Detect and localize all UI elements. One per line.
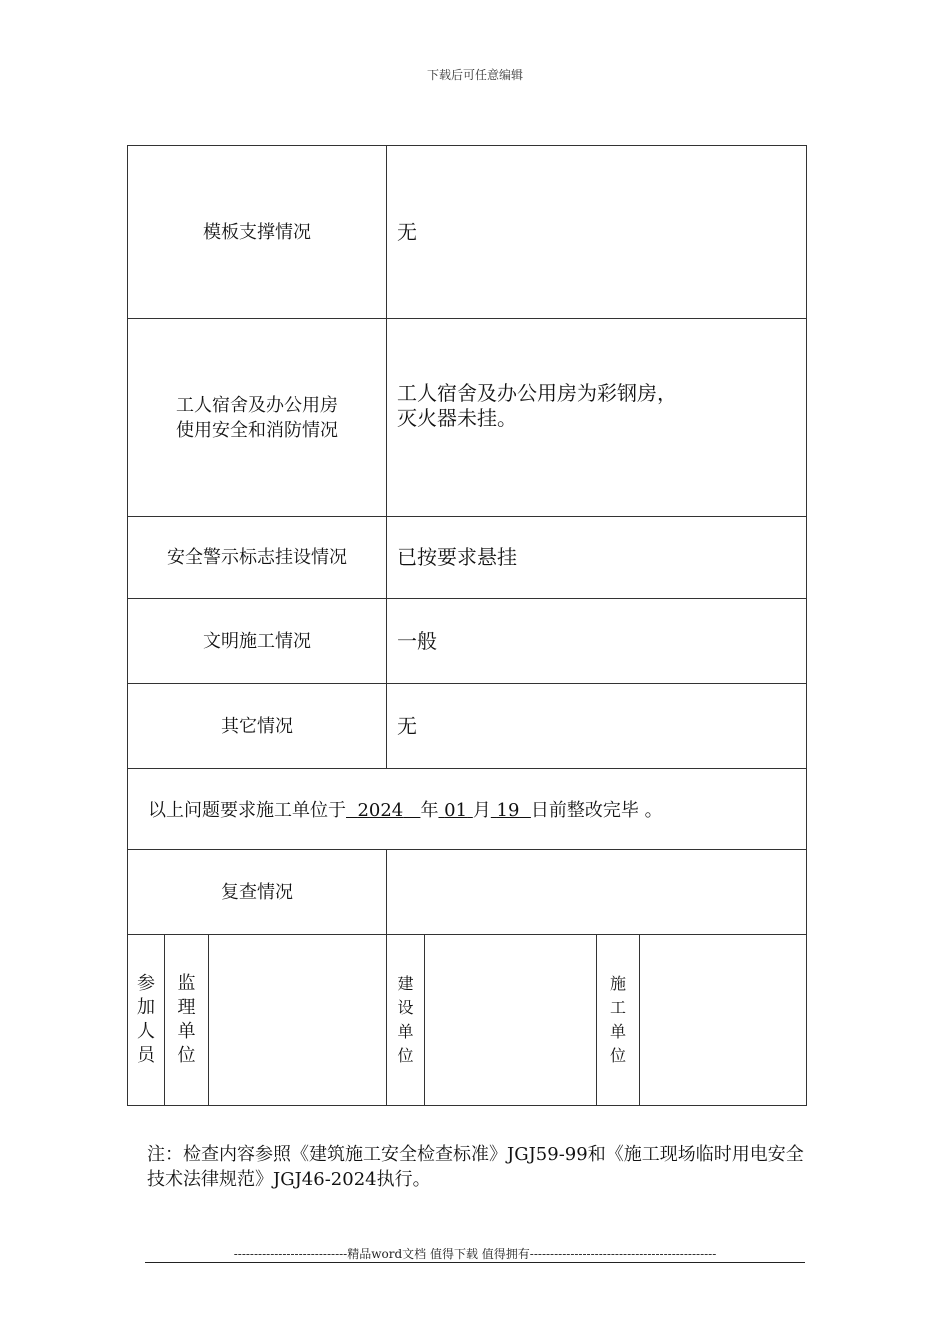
table-row <box>128 517 807 599</box>
footer-divider <box>145 1262 805 1263</box>
inspection-table <box>127 145 807 1106</box>
deadline-statement <box>128 769 807 850</box>
recheck-value <box>387 850 807 935</box>
page-footer: ----------------------------精品word文档 值得下载 值得拥有---------------------------------------------- <box>233 1247 717 1261</box>
year-label: 年 <box>420 800 439 821</box>
row-label: 安全警示标志挂设情况 <box>128 517 387 599</box>
deadline-month: 01 <box>444 800 468 821</box>
row-value-line: 灭火器未挂。 <box>397 406 518 430</box>
row-value: 无 <box>387 684 807 769</box>
row-label: 其它情况 <box>128 684 387 769</box>
table-row <box>128 146 807 319</box>
recheck-label: 复查情况 <box>128 850 387 935</box>
deadline-day: 19 <box>496 800 520 821</box>
row-value: 已按要求悬挂 <box>387 517 807 599</box>
supervision-unit-label: 监 理 单 位 <box>165 935 209 1106</box>
row-label-line: 使用安全和消防情况 <box>176 419 338 441</box>
row-value-text: 无 <box>397 219 418 244</box>
table-row <box>128 319 807 517</box>
footnote: 注：检查内容参照《建筑施工安全检查标准》JGJ59-99和《施工现场临时用电安全技术法律规范》JGJ46-2024执行。 <box>147 1144 804 1190</box>
recheck-row <box>128 850 807 935</box>
contractor-unit-label: 施 工 单 位 <box>597 935 640 1106</box>
contractor-unit-signature[interactable] <box>640 935 807 1106</box>
row-value <box>387 146 807 319</box>
participants-row <box>128 935 807 1106</box>
row-value: 一般 <box>387 599 807 684</box>
row-label-line: 工人宿舍及办公用房 <box>176 394 338 416</box>
participants-label: 参 加 人 员 <box>128 935 165 1106</box>
deadline-row <box>128 769 807 850</box>
month-label: 月 <box>472 800 491 821</box>
deadline-year: 2024 <box>357 800 404 821</box>
row-value-line: 工人宿舍及办公用房为彩钢房， <box>397 381 678 405</box>
supervision-unit-signature[interactable] <box>209 935 387 1106</box>
owner-unit-label: 建 设 单 位 <box>387 935 425 1106</box>
page-header: 下载后可任意编辑 <box>426 68 523 82</box>
table-row <box>128 684 807 769</box>
row-label <box>128 319 387 517</box>
deadline-prefix: 以上问题要求施工单位于 <box>148 800 346 821</box>
row-label: 文明施工情况 <box>128 599 387 684</box>
row-label: 模板支撑情况 <box>128 146 387 319</box>
table-row <box>128 599 807 684</box>
row-value <box>387 319 807 517</box>
deadline-suffix: 日前整改完毕 。 <box>530 800 663 821</box>
owner-unit-signature[interactable] <box>425 935 597 1106</box>
